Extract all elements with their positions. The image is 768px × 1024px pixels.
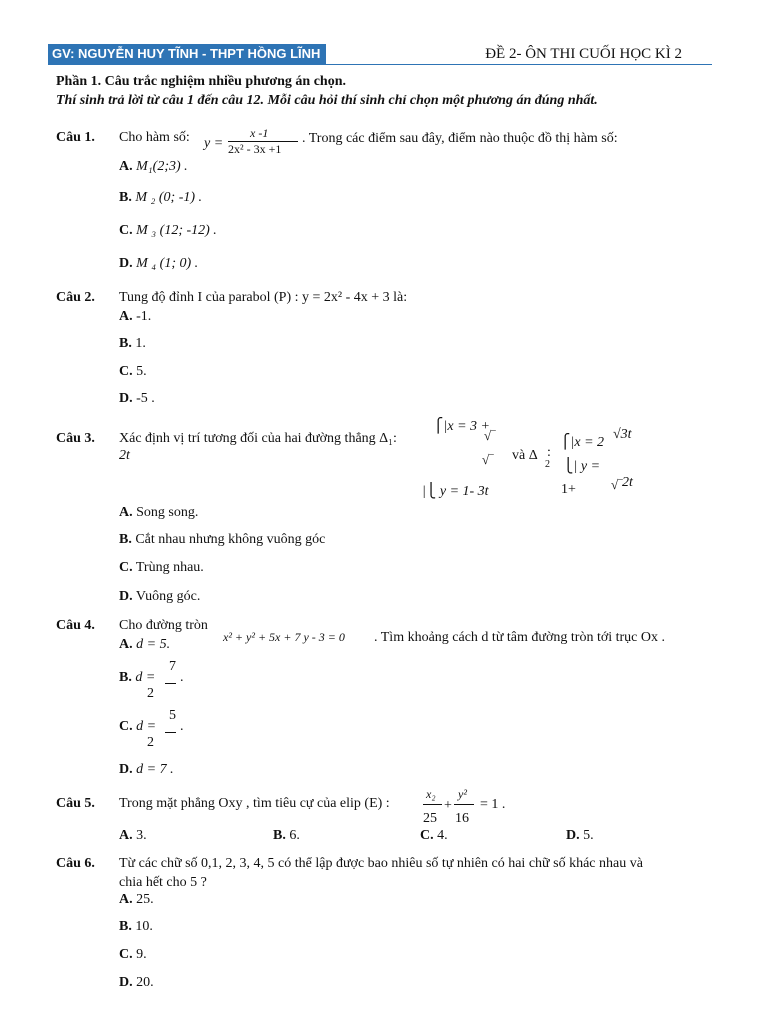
q3-sqrt-sign: √‾: [484, 428, 496, 443]
option-key: A.: [119, 505, 133, 520]
option-key: D.: [119, 589, 133, 604]
q3-colon: :: [547, 445, 551, 460]
q2-option-b[interactable]: [119, 336, 146, 352]
option-key: D.: [119, 975, 133, 990]
q5-numerator-y: y²: [458, 787, 467, 801]
option-key: B.: [119, 532, 132, 547]
option-text: 5.: [583, 828, 594, 843]
option-text: 25.: [136, 892, 154, 907]
q5-option-d[interactable]: [566, 828, 594, 844]
option-key: D.: [119, 762, 133, 777]
q3-system2-line3: 1+: [561, 482, 576, 497]
q5-text: Trong mặt phẳng Oxy , tìm tiêu cự của elip (E) :: [119, 796, 390, 811]
q1-option-d[interactable]: [119, 256, 198, 272]
part-title: Phần 1. Câu trắc nghiệm nhiều phương án chọn.: [56, 74, 346, 89]
option-text: M₁(2;3) .: [136, 159, 188, 174]
q3-option-c[interactable]: [119, 560, 204, 576]
q1-option-c[interactable]: [119, 223, 217, 239]
q1-fraction-numerator: x -1: [250, 126, 269, 140]
q3-option-a[interactable]: [119, 505, 198, 521]
option-text: d = 5.: [136, 637, 171, 652]
q5-numerator-x: x₂: [426, 787, 436, 801]
option-text: Cắt nhau nhưng không vuông góc: [135, 532, 326, 547]
option-key: A.: [119, 828, 133, 843]
option-key: B.: [119, 336, 132, 351]
option-key: B.: [273, 828, 286, 843]
q6-option-d[interactable]: [119, 975, 154, 991]
option-text: Song song.: [136, 505, 199, 520]
q3-sqrt-sign: √‾: [482, 452, 494, 467]
page-header: [48, 44, 712, 64]
q4-b-denominator: 2: [147, 686, 154, 701]
q3-system2-sqrt: √3t: [613, 427, 632, 442]
option-key: B.: [119, 670, 132, 685]
q3-option-d[interactable]: [119, 589, 200, 605]
q3-system2-tail: 2t: [622, 475, 633, 490]
q5-fraction-bar-1: [423, 804, 442, 805]
option-key: A.: [119, 892, 133, 907]
header-author: GV: NGUYỄN HUY TĨNH - THPT HỒNG LĨNH: [48, 44, 326, 64]
q6-text: Từ các chữ số 0,1, 2, 3, 4, 5 có thể lập được bao nhiêu số tự nhiên có hai chữ số khác nhau và: [119, 856, 643, 871]
q3-and: và Δ: [512, 448, 538, 463]
q2-option-d[interactable]: [119, 391, 155, 407]
option-text: Trùng nhau.: [135, 560, 204, 575]
option-text: 6.: [289, 828, 300, 843]
q4-option-c[interactable]: [119, 719, 156, 735]
option-text: -5 .: [136, 391, 155, 406]
option-key: D.: [119, 256, 133, 271]
q5-option-c[interactable]: [420, 828, 448, 844]
q4-c-numerator: 5: [169, 708, 176, 723]
option-text: Vuông góc.: [135, 589, 201, 604]
option-key: A.: [119, 637, 133, 652]
q3-label: Câu 3.: [56, 431, 95, 446]
q6-option-b[interactable]: [119, 919, 153, 935]
q1-text: Cho hàm số:: [119, 130, 190, 145]
q5-fraction-bar-2: [454, 804, 474, 805]
option-key: C.: [119, 560, 133, 575]
option-key: B.: [119, 919, 132, 934]
q6-text-continued: chia hết cho 5 ?: [119, 875, 207, 890]
option-key: A.: [119, 309, 133, 324]
q6-option-a[interactable]: [119, 892, 154, 908]
option-text: 3.: [136, 828, 147, 843]
q5-label: Câu 5.: [56, 796, 95, 811]
q3-text-continued: 2t: [119, 448, 130, 463]
option-key: A.: [119, 159, 133, 174]
q2-text: Tung độ đỉnh I của parabol (P) : y = 2x² - 4x + 3 là:: [119, 290, 408, 305]
q5-tail: = 1 .: [480, 797, 506, 812]
q4-tail: . Tìm khoảng cách d từ tâm đường tròn tới trục Ox .: [374, 630, 666, 645]
q1-tail: . Trong các điểm sau đây, điểm nào thuộc đồ thị hàm số:: [302, 131, 618, 146]
q4-b-numerator: 7: [169, 659, 176, 674]
q1-formula-y: y =: [204, 136, 224, 151]
q3-sub2: 2: [545, 459, 550, 470]
option-key: C.: [420, 828, 434, 843]
header-divider: [48, 64, 712, 65]
option-text: 10.: [135, 919, 153, 934]
option-key: C.: [119, 947, 133, 962]
header-exam-title: ĐỀ 2- ÔN THI CUỐI HỌC KÌ 2: [485, 46, 682, 62]
option-key: B.: [119, 190, 132, 205]
option-text: d = 7 .: [136, 762, 174, 777]
q4-option-d[interactable]: [119, 762, 174, 778]
option-key: C.: [119, 223, 133, 238]
q4-formula: x² + y² + 5x + 7 y - 3 = 0: [223, 630, 345, 644]
q4-option-b[interactable]: [119, 670, 155, 686]
q2-option-a[interactable]: [119, 309, 151, 325]
option-key: D.: [119, 391, 133, 406]
q1-fraction-denominator: 2x² - 3x +1: [228, 142, 282, 156]
q6-label: Câu 6.: [56, 856, 95, 871]
q1-label: Câu 1.: [56, 130, 95, 145]
q5-denominator-25: 25: [423, 811, 437, 826]
option-text: -1.: [136, 309, 152, 324]
option-key: C.: [119, 719, 133, 734]
option-pre: d =: [135, 670, 156, 685]
option-text: M ₃ (12; -12) .: [136, 223, 217, 238]
q5-denominator-16: 16: [455, 811, 469, 826]
option-key: D.: [566, 828, 580, 843]
q3-sqrt-sign: √‾: [611, 477, 623, 492]
q4-b-post: .: [180, 670, 184, 685]
q1-option-b[interactable]: [119, 190, 202, 206]
q2-option-c[interactable]: [119, 364, 147, 380]
q5-plus: +: [444, 798, 452, 813]
option-pre: d =: [136, 719, 157, 734]
q4-c-fraction-bar: [165, 732, 176, 733]
q4-option-a[interactable]: [119, 637, 170, 653]
option-text: 9.: [136, 947, 147, 962]
option-text: 5.: [136, 364, 147, 379]
option-text: M ₂ (0; -1) .: [135, 190, 203, 205]
q5-option-b[interactable]: [273, 828, 300, 844]
q4-b-fraction-bar: [165, 683, 176, 684]
q3-system2-line2: ⎩| y =: [563, 459, 601, 474]
q5-option-a[interactable]: [119, 828, 147, 844]
option-text: 1.: [135, 336, 146, 351]
q4-c-post: .: [180, 719, 184, 734]
q4-label: Câu 4.: [56, 618, 95, 633]
q6-option-c[interactable]: [119, 947, 147, 963]
q4-c-denominator: 2: [147, 735, 154, 750]
q3-system1-line1: ⎧|x = 3 +: [433, 419, 490, 434]
option-text: 4.: [437, 828, 448, 843]
option-text: 20.: [136, 975, 154, 990]
q3-text: Xác định vị trí tương đối của hai đường thẳng Δ₁:: [119, 431, 397, 446]
option-text: M ₄ (1; 0) .: [136, 256, 199, 271]
part-instruction: Thí sinh trả lời từ câu 1 đến câu 12. Mỗi câu hỏi thí sinh chỉ chọn một phương án đúng nhất.: [56, 93, 598, 108]
q2-label: Câu 2.: [56, 290, 95, 305]
q4-text: Cho đường tròn: [119, 618, 208, 633]
q3-system1-line2: |⎩ y = 1- 3t: [422, 484, 489, 499]
option-key: C.: [119, 364, 133, 379]
q1-option-a[interactable]: [119, 159, 188, 175]
q3-system2-line1: ⎧|x = 2: [560, 435, 605, 450]
q3-option-b[interactable]: [119, 532, 325, 548]
